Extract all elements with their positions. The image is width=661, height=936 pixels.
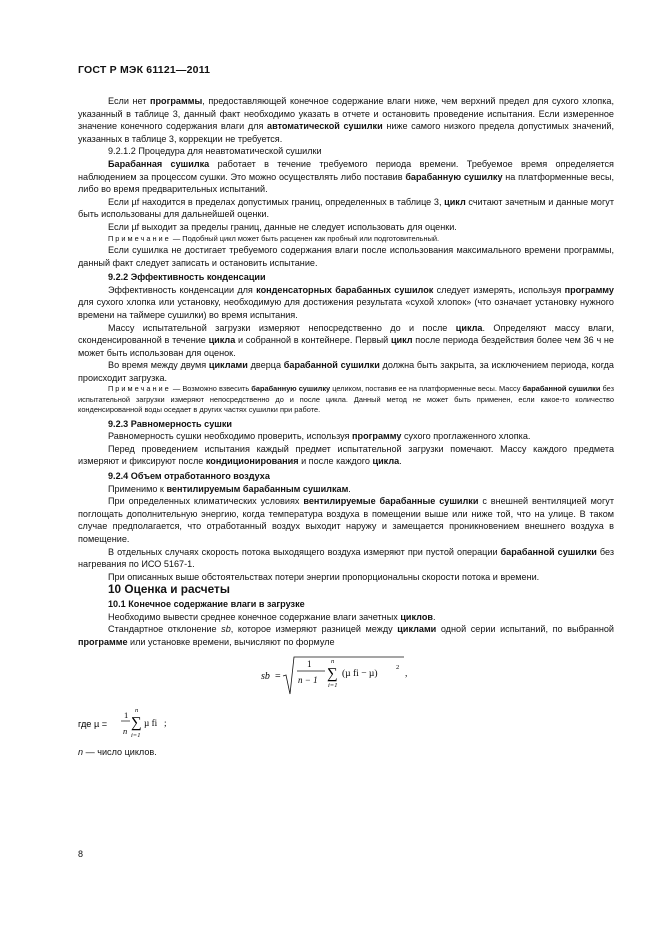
formula-std-deviation-graphic: [78, 654, 614, 698]
paragraph: В отдельных случаях скорость потока выходящего воздуха измеряют при пустой операции барабанной сушилки без нагревания по ИСО 5167-1.: [78, 546, 614, 570]
paragraph: Необходимо вывести среднее конечное содержание влаги зачетных циклов.: [108, 611, 436, 622]
formula-end: ;: [164, 718, 167, 729]
paragraph: Перед проведением испытания каждый предмет испытательной загрузки помечают. Массу каждого предмета измеряют и фиксируют после кондиционирования и после каждого цикла.: [78, 443, 614, 467]
document-header: ГОСТ Р МЭК 61121—2011: [78, 64, 211, 76]
subsection-heading: 9.2.4 Объем отработанного воздуха: [108, 471, 270, 482]
paragraph: Если сушилка не достигает требуемого содержания влаги после использования максимального времени программы, данный факт следует записать и остановить испытание.: [78, 244, 614, 268]
paragraph: Если µf выходит за пределы границ, данные не следует использовать для оценки.: [108, 221, 457, 232]
paragraph: Массу испытательной загрузки измеряют непосредственно до и после цикла. Определяют массу влаги, сконденсированной в течение цикла и собранной в контейнере. Первый цикл после периода бездействия более чем 36 ч не может быть использован для оценок.: [78, 322, 614, 358]
formula-mean-graphic: [78, 706, 614, 742]
paragraph: При описанных выше обстоятельствах потери энергии пропорциональны скорости потока и времени.: [108, 571, 540, 582]
paragraph: n — число циклов.: [78, 747, 157, 758]
formula-lhs: sb: [261, 671, 270, 683]
fraction-numerator: 1: [307, 659, 312, 670]
note: Примечание — Возможно взвесить барабанную сушилку целиком, поставив ее на платформенные весы. Массу барабанной сушилки без испытательной загрузки измеряют непосредственно до и после цикла. Данный метод не может быть применен, если какое-то количество конденсированной воды оседает в других частях сушилки при работе.: [78, 384, 614, 415]
where-label: где µ =: [78, 719, 108, 730]
paragraph: Равномерность сушки необходимо проверить, используя программу сухого проглаженного хлопка.: [108, 431, 531, 442]
paragraph: Стандартное отклонение sb, которое измеряют разницей между циклами одной серии испытаний, по выбранной программе или установке времени, вычисляют по формуле: [78, 624, 615, 647]
page-number: 8: [78, 849, 84, 859]
fraction-denominator: n: [123, 726, 128, 737]
paragraph: При определенных климатических условиях вентилируемые барабанные сушилки с внешней вентиляцией могут поглощать дополнительную энергию, когда температура воздуха в помещении выше или ниже той, что на улице. В таком случае предполагается, что отработанный воздух выходит наружу и замещается проникновением внешнего воздуха в помещение.: [78, 496, 614, 545]
sum-lower: i=1: [131, 732, 141, 740]
fraction-denominator: n − 1: [298, 675, 318, 686]
formula-std-deviation: [78, 654, 614, 698]
page-body: [78, 95, 614, 759]
paragraph: Применимо к вентилируемым барабанным сушилкам.: [108, 483, 351, 494]
paragraph: Если µf находится в пределах допустимых границ, определенных в таблице 3, цикл считают зачетным и данные могут быть использованы для дальнейшей оценки.: [78, 196, 615, 220]
subsection-heading: 10.1 Конечное содержание влаги в загрузке: [108, 599, 305, 609]
fraction-numerator: 1: [124, 710, 129, 721]
subsection-heading: 9.2.2 Эффективность конденсации: [108, 272, 266, 283]
note: Примечание — Подобный цикл может быть расценен как пробный или подготовительный.: [108, 233, 440, 243]
formula-mean: [78, 706, 614, 742]
formula-end: ,: [405, 669, 408, 680]
subsection-heading: 9.2.1.2 Процедура для неавтоматической сушилки: [108, 146, 322, 157]
formula-eq: =: [275, 671, 281, 683]
paragraph: Если нет программы, предоставляющей конечное содержание влаги ниже, чем верхний предел для сухого хлопка, указанный в таблице 3, данный факт необходимо указать в отчете и остановить проведение испытания. Если измеренное значение конечного содержания влаги для автоматической сушилки ниже самого низкого предела допустимых значений, указанных в таблице 3, коррекции не требуется.: [78, 96, 614, 144]
paragraph: Во время между двумя циклами дверца барабанной сушилки должна быть закрыта, за исключением периода, когда происходит загрузка.: [78, 360, 614, 383]
section-heading: 10 Оценка и расчеты: [108, 582, 230, 597]
formula-body: (µ fi − µ): [342, 669, 378, 680]
paragraph: Эффективность конденсации для конденсаторных барабанных сушилок следует измерять, используя программу для сухого хлопка или установку, необходимую для достижения результата «сухой хлопок» (что означает установку нужного времени на таймере сушилки) во время испытания.: [78, 284, 614, 320]
paragraph: Барабанная сушилка работает в течение требуемого периода времени. Требуемое время определяется наблюдением за процессом сушки. Это можно осуществлять либо поставив барабанную сушилку на платформенные весы, либо во время предварительных испытаний.: [78, 158, 615, 195]
sum-sign: ∑: [131, 715, 142, 732]
formula-body: µ fi: [144, 718, 158, 729]
sum-upper: n: [135, 707, 139, 715]
power: 2: [396, 664, 400, 672]
subsection-heading: 9.2.3 Равномерность сушки: [108, 418, 233, 429]
sum-sign: ∑: [327, 666, 338, 683]
sum-upper: n: [331, 658, 335, 666]
sum-lower: i=1: [328, 682, 338, 690]
